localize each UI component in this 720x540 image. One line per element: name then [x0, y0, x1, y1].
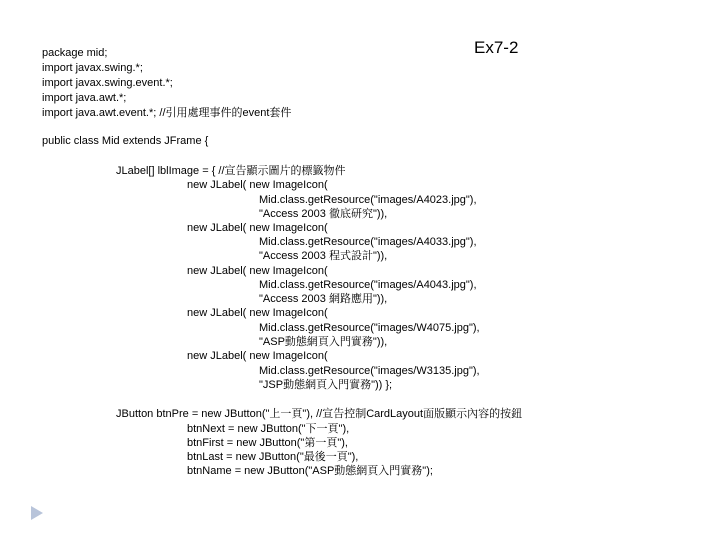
code-line: "ASP動態網頁入門實務")), [259, 336, 388, 348]
code-line: Mid.class.getResource("images/A4023.jpg"), [259, 194, 477, 206]
code-line: btnNext = new JButton("下一頁"), [187, 423, 350, 435]
code-line: btnName = new JButton("ASP動態網頁入門實務"); [187, 465, 433, 477]
code-line: import javax.swing.event.*; [42, 77, 173, 89]
code-line: import java.awt.*; [42, 92, 127, 104]
code-line: new JLabel( new ImageIcon( [187, 179, 328, 191]
code-line: btnLast = new JButton("最後一頁"), [187, 451, 359, 463]
code-line: public class Mid extends JFrame { [42, 135, 209, 147]
code-line: JLabel[] lblImage = { //宣告顯示圖片的標籤物件 [116, 165, 346, 177]
code-line: JButton btnPre = new JButton("上一頁"), //宣告控制CardLayout面版顯示內容的按鈕 [116, 408, 523, 420]
code-line: btnFirst = new JButton("第一頁"), [187, 437, 348, 449]
code-line: "Access 2003 程式設計")), [259, 250, 388, 262]
code-line: Mid.class.getResource("images/W4075.jpg"), [259, 322, 480, 334]
code-line: "Access 2003 徹底研究")), [259, 208, 388, 220]
code-line: Mid.class.getResource("images/W3135.jpg"), [259, 365, 480, 377]
code-line: new JLabel( new ImageIcon( [187, 222, 328, 234]
code-line: package mid; [42, 47, 108, 59]
slide-nav-icon[interactable] [30, 505, 44, 521]
slide-title: Ex7-2 [474, 38, 519, 57]
code-line: import javax.swing.*; [42, 62, 143, 74]
code-line: import java.awt.event.*; //引用處理事件的event套件 [42, 107, 292, 119]
code-line: new JLabel( new ImageIcon( [187, 265, 328, 277]
code-line: Mid.class.getResource("images/A4033.jpg"), [259, 236, 477, 248]
code-line: "Access 2003 網路應用")), [259, 293, 388, 305]
code-line: new JLabel( new ImageIcon( [187, 307, 328, 319]
code-line: "JSP動態網頁入門實務")) }; [259, 379, 393, 391]
code-line: Mid.class.getResource("images/A4043.jpg"), [259, 279, 477, 291]
code-line: new JLabel( new ImageIcon( [187, 350, 328, 362]
